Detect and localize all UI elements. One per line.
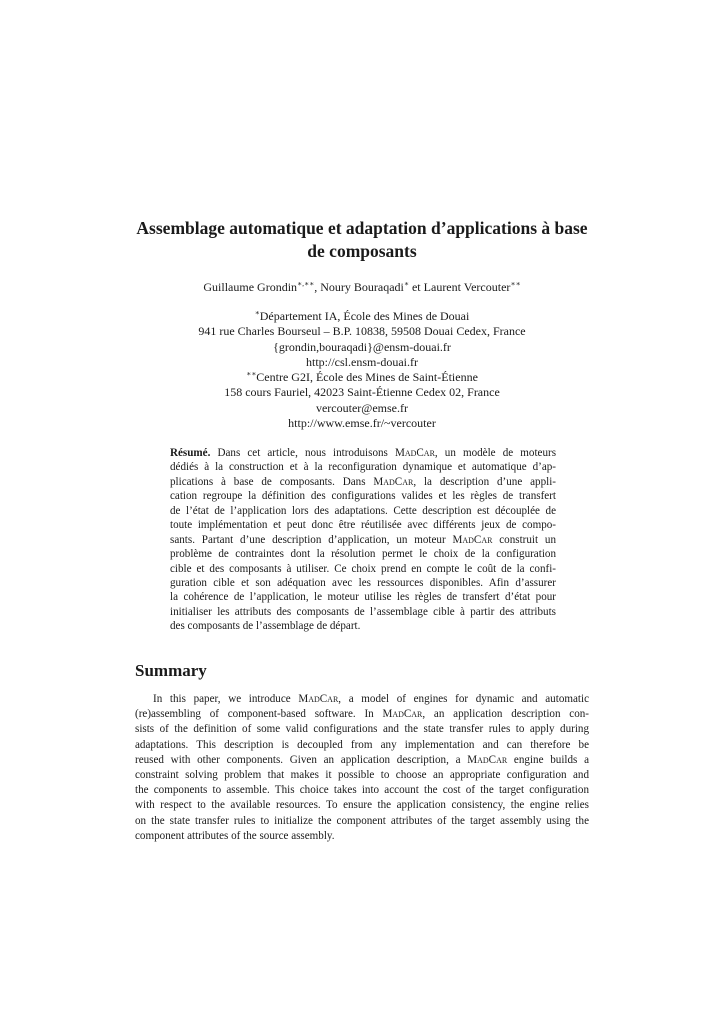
abstract-line: problème de contraintes dont la résolution permet le choix de la configuration <box>170 548 556 561</box>
summary-line: constraint solving problem that makes it possible to choose an appropriate configuration and <box>135 768 589 781</box>
author-vercouter-marks: ∗∗ <box>510 279 521 288</box>
summary-text: (re)assembling of component-based software. In <box>135 708 383 721</box>
affiliation-emse-url: http://www.emse.fr/~vercouter <box>288 416 436 431</box>
author-vercouter: Laurent Vercouter <box>423 280 511 294</box>
title-line-1: Assemblage automatique et adaptation d’applications à base <box>136 218 588 238</box>
author-separator: et <box>408 280 424 294</box>
abstract-label: Résumé. <box>170 447 211 459</box>
author-separator: , <box>314 280 321 294</box>
affiliation-douai-url: http://csl.ensm-douai.fr <box>306 354 418 369</box>
author-bouraqadi: Noury Bouraqadi <box>320 280 404 294</box>
abstract-line: la cohérence de l’application, le moteur utilise les règles de transfert d’état pour <box>170 591 556 604</box>
system-name: MadCar <box>298 693 339 705</box>
summary-line: component attributes of the source assembly. <box>135 829 335 842</box>
abstract-text: construit un <box>492 533 556 546</box>
affiliation-douai-address: 941 rue Charles Bourseul – B.P. 10838, 59508 Douai Cedex, France <box>198 324 526 339</box>
summary-line: the components to assemble. This choice takes into account the cost of the target configuration <box>135 784 589 797</box>
summary-text: , an application description con- <box>422 708 589 721</box>
abstract-line <box>170 446 556 460</box>
abstract-line: toute implémentation et peut donc être réutilisée avec différents jeux de compo- <box>170 519 556 532</box>
system-name: MadCar <box>394 447 435 459</box>
summary-body <box>135 692 589 844</box>
summary-line: adaptations. This description is decoupled from any implementation and can therefore be <box>135 738 589 751</box>
system-name: MadCar <box>467 753 508 766</box>
title-line-2: de composants <box>307 241 417 261</box>
affiliation-emse-email: vercouter@emse.fr <box>315 400 408 415</box>
abstract-text: , la description d’une appli- <box>413 475 556 488</box>
affiliation-emse-name <box>120 370 604 385</box>
abstract-line <box>170 533 556 547</box>
abstract-line: dédiés à la construction et à la reconfiguration dynamique et automatique d’ap- <box>170 461 556 474</box>
abstract-line: guration cible et son adéquation avec les ressources disponibles. Afin d’assurer <box>170 576 556 589</box>
abstract-text: plications à base de composants. Dans <box>170 475 374 488</box>
author-bouraqadi-marks: ∗ <box>403 279 409 288</box>
abstract-text: , un modèle de moteurs <box>434 447 557 459</box>
system-name: MadCar <box>452 533 493 546</box>
abstract-line: des composants de l’assemblage de départ. <box>170 620 361 633</box>
author-grondin-marks: ∗,∗∗ <box>297 279 315 288</box>
abstract-text: Dans cet article, nous introduisons <box>210 447 395 459</box>
summary-line: with respect to the available resources. To ensure the application consistency, the engine relies <box>135 799 589 812</box>
affiliation-mark: ∗ <box>254 308 260 317</box>
summary-text: reused with other components. Given an application description, a <box>135 753 468 766</box>
system-name: MadCar <box>382 708 423 721</box>
abstract-line: cible et des composants à utiliser. Ce choix prend en compte le coût de la confi- <box>170 562 556 575</box>
affiliation-douai-name <box>120 309 604 324</box>
affiliation-emse-address: 158 cours Fauriel, 42023 Saint-Étienne Cedex 02, France <box>224 385 500 400</box>
system-name: MadCar <box>373 475 414 488</box>
summary-line: sists of the definition of some valid configurations and the state transfer rules to apply during <box>135 723 589 736</box>
abstract-line: cation regroupe la définition des configurations valides et les règles de transfert <box>170 490 556 503</box>
abstract-text: sants. Partant d’une description d’application, un moteur <box>170 533 453 546</box>
summary-text: , a model of engines for dynamic and automatic <box>338 693 590 705</box>
summary-text: engine builds a <box>507 753 589 766</box>
affiliation-text: Département IA, École des Mines de Douai <box>259 309 470 323</box>
abstract-line: initialiser les attributs des composants de l’assemblage cible à partir des attributs <box>170 605 556 618</box>
summary-line <box>135 692 589 707</box>
summary-heading: Summary <box>135 661 207 680</box>
abstract-line: de l’état de l’application lors des adaptations. Cette description est découplée de <box>170 504 556 517</box>
summary-line: on the state transfer rules to initialize the component attributes of the target assembly using the <box>135 814 589 827</box>
summary-line <box>135 707 589 722</box>
summary-text: In this paper, we introduce <box>153 693 299 705</box>
affiliations <box>120 309 604 431</box>
abstract-resume <box>170 446 556 634</box>
paper-title <box>120 217 604 263</box>
author-list <box>120 279 604 295</box>
affiliation-douai-email: {grondin,bouraqadi}@ensm-douai.fr <box>273 339 451 354</box>
summary-line <box>135 753 589 768</box>
author-grondin: Guillaume Grondin <box>203 280 298 294</box>
affiliation-text: Centre G2I, École des Mines de Saint-Étienne <box>256 370 478 385</box>
affiliation-mark: ∗∗ <box>246 369 257 379</box>
abstract-line <box>170 475 556 489</box>
